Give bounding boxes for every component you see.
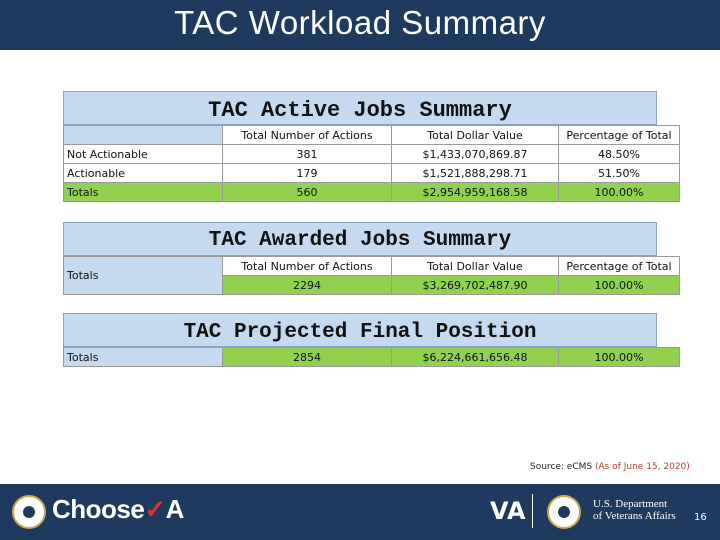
department-name xyxy=(593,498,676,522)
pct-cell: 51.50% xyxy=(559,164,680,183)
table-row xyxy=(64,257,680,276)
column-header: Total Dollar Value xyxy=(392,257,559,276)
page-number: 16 xyxy=(694,512,707,523)
dollars-cell: $1,433,070,869.87 xyxy=(392,145,559,164)
projected-table xyxy=(63,347,680,367)
pct-cell: 100.00% xyxy=(559,348,680,367)
actions-cell: 2294 xyxy=(223,276,392,295)
table-header-row xyxy=(64,126,680,145)
source-prefix: Source: eCMS xyxy=(530,462,593,472)
row-label: Not Actionable xyxy=(64,145,223,164)
va-logo: VA xyxy=(490,497,526,525)
awarded-jobs-table xyxy=(63,256,680,295)
dollars-cell: $2,954,959,168.58 xyxy=(392,183,559,202)
actions-cell: 560 xyxy=(223,183,392,202)
table-row xyxy=(64,164,680,183)
column-header: Total Number of Actions xyxy=(223,257,392,276)
actions-cell: 179 xyxy=(223,164,392,183)
va-seal-icon xyxy=(547,495,581,529)
choose-suffix: A xyxy=(165,494,184,524)
dollars-cell: $6,224,661,656.48 xyxy=(392,348,559,367)
va-checkmark-icon: ✓ xyxy=(144,494,166,524)
pct-cell: 100.00% xyxy=(559,276,680,295)
column-header: Total Dollar Value xyxy=(392,126,559,145)
footer-divider xyxy=(532,494,533,528)
dollars-cell: $3,269,702,487.90 xyxy=(392,276,559,295)
active-jobs-table xyxy=(63,125,680,202)
pct-cell: 100.00% xyxy=(559,183,680,202)
choose-text: Choose xyxy=(52,494,145,524)
header-blank-cell xyxy=(64,126,223,145)
totals-row xyxy=(64,183,680,202)
awarded-jobs-heading: TAC Awarded Jobs Summary xyxy=(63,222,657,256)
row-label: Totals xyxy=(64,348,223,367)
source-date: (As of June 15, 2020) xyxy=(594,462,690,472)
row-label: Totals xyxy=(64,183,223,202)
totals-row xyxy=(64,348,680,367)
actions-cell: 381 xyxy=(223,145,392,164)
column-header: Total Number of Actions xyxy=(223,126,392,145)
column-header: Percentage of Total xyxy=(559,126,680,145)
choose-va-logo xyxy=(52,494,184,525)
projected-heading: TAC Projected Final Position xyxy=(63,313,657,347)
row-label: Totals xyxy=(64,257,223,295)
page-title: TAC Workload Summary xyxy=(174,4,546,41)
va-seal-icon xyxy=(12,495,46,529)
table-row xyxy=(64,145,680,164)
dept-line-2: of Veterans Affairs xyxy=(593,510,676,522)
source-note xyxy=(530,462,690,472)
dollars-cell: $1,521,888,298.71 xyxy=(392,164,559,183)
row-label: Actionable xyxy=(64,164,223,183)
column-header: Percentage of Total xyxy=(559,257,680,276)
actions-cell: 2854 xyxy=(223,348,392,367)
active-jobs-heading: TAC Active Jobs Summary xyxy=(63,91,657,125)
pct-cell: 48.50% xyxy=(559,145,680,164)
dept-line-1: U.S. Department xyxy=(593,498,668,510)
